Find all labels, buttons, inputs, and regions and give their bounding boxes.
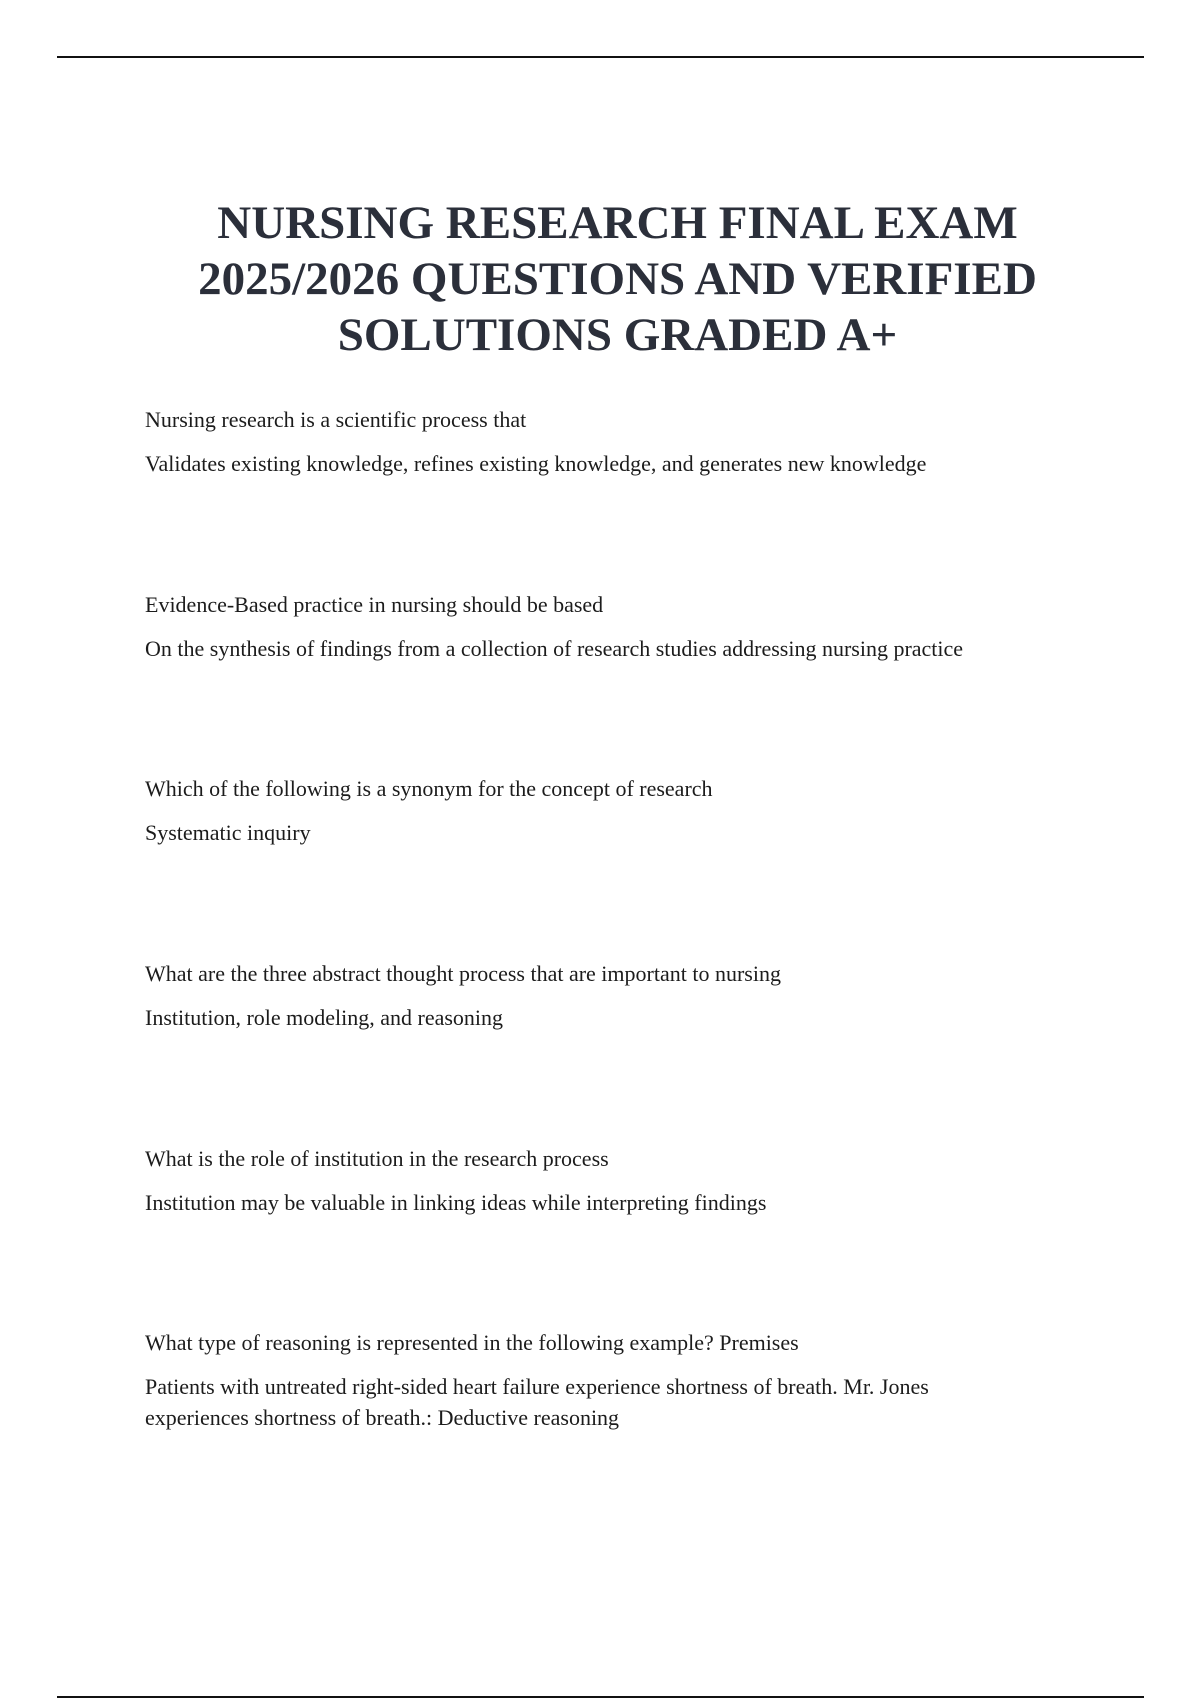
answer-text: Validates existing knowledge, refines existing knowledge, and generates new knowledge <box>145 451 927 476</box>
question-text: What are the three abstract thought process that are important to nursing <box>145 961 781 986</box>
top-divider <box>57 56 1144 58</box>
qa-item <box>145 958 1075 1033</box>
qa-item <box>145 1327 1075 1433</box>
qa-item <box>145 1143 1075 1218</box>
answer-line: Patients with untreated right-sided heart failure experience shortness of breath. Mr. Jones <box>145 1374 929 1399</box>
title-line: NURSING RESEARCH FINAL EXAM <box>217 197 1018 249</box>
title-line: SOLUTIONS GRADED A+ <box>337 309 898 361</box>
answer-text <box>145 1371 1075 1433</box>
answer-text: On the synthesis of findings from a collection of research studies addressing nursing practice <box>145 636 964 661</box>
question-text: Evidence-Based practice in nursing should be based <box>145 592 604 617</box>
document-title <box>150 195 1085 363</box>
qa-item <box>145 404 1075 479</box>
question-text: What type of reasoning is represented in the following example? Premises <box>145 1330 799 1355</box>
answer-text: Institution, role modeling, and reasoning <box>145 1005 504 1030</box>
answer-text: Institution may be valuable in linking ideas while interpreting findings <box>145 1190 767 1215</box>
qa-item <box>145 773 1075 848</box>
question-text: Which of the following is a synonym for the concept of research <box>145 776 713 801</box>
title-line: 2025/2026 QUESTIONS AND VERIFIED <box>198 253 1037 305</box>
answer-line: experiences shortness of breath.: Deductive reasoning <box>145 1405 620 1430</box>
question-text: Nursing research is a scientific process that <box>145 407 527 432</box>
question-text: What is the role of institution in the research process <box>145 1146 609 1171</box>
qa-item <box>145 589 1075 664</box>
answer-text: Systematic inquiry <box>145 820 311 845</box>
bottom-divider <box>57 1696 1144 1698</box>
